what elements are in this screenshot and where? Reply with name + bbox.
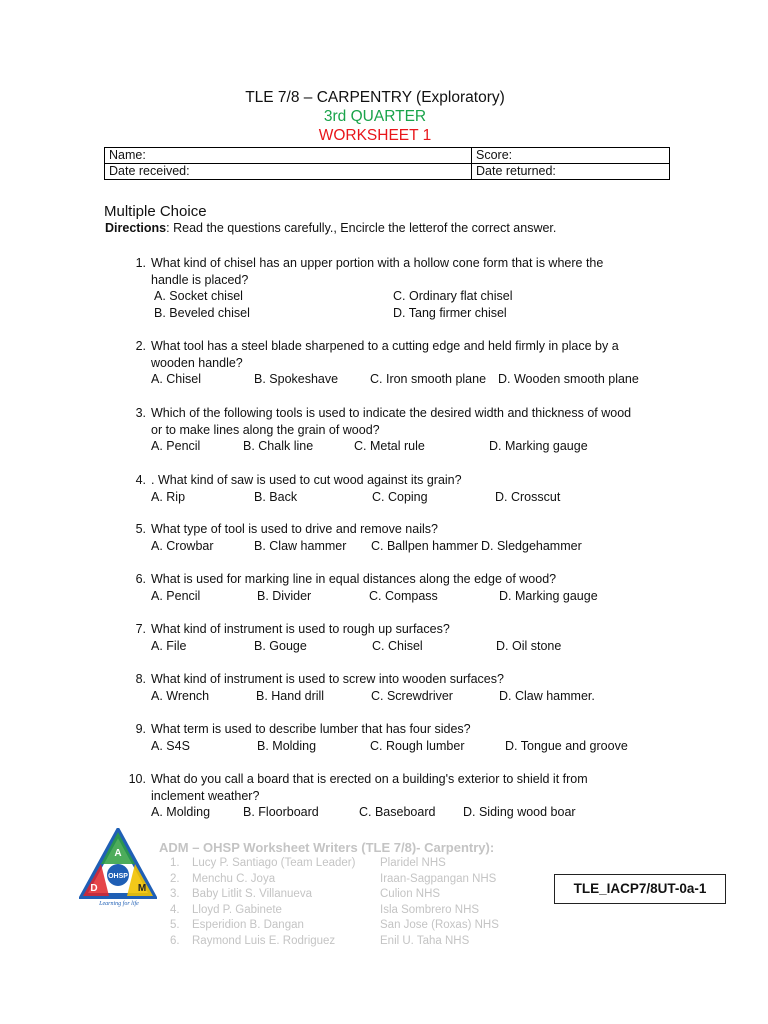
question-number: 5.	[135, 522, 146, 536]
question-text	[151, 721, 641, 738]
question-text-line: What is used for marking line in equal distances along the edge of wood?	[151, 572, 557, 586]
answer-choice[interactable]: D. Tang firmer chisel	[393, 305, 507, 320]
answer-choice[interactable]: C. Chisel	[372, 638, 423, 653]
question-text-line: What type of tool is used to drive and remove nails?	[151, 522, 438, 536]
worksheet-title: TLE 7/8 – CARPENTRY (Exploratory)	[245, 89, 505, 106]
answer-choice[interactable]: D. Marking gauge	[499, 588, 598, 603]
question-text-line: What tool has a steel blade sharpened to a cutting edge and held firmly in place by a	[151, 339, 619, 353]
answer-choice[interactable]: A. Pencil	[151, 588, 201, 603]
name-field: Name:	[105, 148, 472, 164]
question-text	[151, 771, 641, 804]
answer-choice[interactable]: A. Molding	[151, 805, 211, 819]
answer-choice[interactable]: B. Spokeshave	[254, 372, 339, 386]
answer-choice[interactable]: A. S4S	[151, 738, 190, 753]
question-text-line: inclement weather?	[151, 788, 260, 803]
question-text	[151, 621, 641, 638]
worksheet-code: TLE_IACP7/8UT-0a-1	[554, 874, 726, 904]
writer-school: San Jose (Roxas) NHS	[380, 919, 499, 932]
answer-choice[interactable]: D. Tongue and groove	[505, 738, 628, 753]
question-text	[151, 405, 641, 438]
answer-choice[interactable]: B. Molding	[257, 738, 317, 753]
answer-choice[interactable]: C. Rough lumber	[370, 738, 465, 753]
question-text-line: wooden handle?	[151, 355, 243, 370]
answer-choice[interactable]: B. Back	[254, 489, 298, 504]
answer-choice[interactable]: A. Rip	[151, 489, 186, 504]
question-number: 10.	[128, 772, 146, 786]
answer-choices-row	[151, 688, 671, 705]
writer-name: Raymond Luis E. Rodriguez	[192, 935, 336, 947]
question-text	[151, 338, 641, 371]
answer-choice[interactable]: A. File	[151, 638, 187, 653]
question-text-line: What kind of chisel has an upper portion with a hollow cone form that is where the	[151, 256, 604, 270]
question-number: 6.	[135, 572, 146, 586]
question-text-line: What kind of instrument is used to rough up surfaces?	[151, 622, 450, 636]
question-number: 1.	[135, 256, 146, 270]
answer-choice[interactable]: B. Chalk line	[243, 439, 314, 453]
logo-center-text: OHSP	[108, 873, 128, 880]
writer-num: 3.	[170, 888, 180, 901]
question-text-line: Which of the following tools is used to indicate the desired width and thickness of wood	[151, 406, 632, 420]
question-number: 2.	[135, 339, 146, 353]
date-received-field: Date received:	[105, 164, 472, 180]
ohsp-logo	[79, 828, 157, 908]
writer-name: Esperidion B. Dangan	[192, 919, 304, 932]
answer-choice[interactable]: D. Claw hammer.	[499, 688, 595, 703]
writer-num: 2.	[170, 872, 180, 885]
writer-school: Plaridel NHS	[380, 857, 446, 869]
answer-choice[interactable]: D. Oil stone	[496, 638, 562, 653]
answer-choice[interactable]: B. Hand drill	[256, 688, 325, 703]
question-text	[151, 472, 641, 489]
question-text-line: handle is placed?	[151, 272, 249, 287]
answer-choice[interactable]: D. Sledgehammer	[481, 538, 582, 553]
answer-choices-row	[151, 438, 671, 455]
answer-choices-row	[151, 538, 671, 555]
answer-choice[interactable]: A. Wrench	[151, 688, 210, 703]
answer-choice[interactable]: B. Gouge	[254, 638, 307, 653]
writer-name: Lloyd P. Gabinete	[192, 903, 282, 916]
answer-choice[interactable]: C. Coping	[372, 489, 428, 504]
writer-school: Culion NHS	[380, 888, 441, 901]
question-text-line: What term is used to describe lumber that has four sides?	[151, 722, 471, 736]
answer-choices-row	[151, 738, 671, 755]
answer-choice[interactable]: D. Marking gauge	[489, 439, 588, 453]
question-number: 3.	[135, 406, 146, 420]
answer-choice[interactable]: C. Baseboard	[359, 805, 436, 819]
question-text-line: What do you call a board that is erected on a building's exterior to shield it from	[151, 772, 588, 786]
question-text	[151, 571, 641, 588]
answer-choice[interactable]: B. Beveled chisel	[154, 305, 250, 320]
answer-choices-row	[151, 638, 671, 655]
question-number: 8.	[135, 672, 146, 686]
question-text-line: or to make lines along the grain of wood?	[151, 422, 380, 437]
writer-name: Menchu C. Joya	[192, 872, 276, 885]
answer-choice[interactable]: C. Iron smooth plane	[370, 372, 487, 386]
date-returned-field: Date returned:	[472, 164, 670, 180]
quarter-label: 3rd QUARTER	[323, 108, 427, 125]
writer-name: Lucy P. Santiago (Team Leader)	[192, 857, 356, 869]
writer-num: 1.	[170, 857, 180, 869]
section-title: Multiple Choice	[104, 203, 207, 220]
question-text-line: What kind of instrument is used to screw into wooden surfaces?	[151, 672, 504, 686]
answer-choice[interactable]: D. Crosscut	[495, 489, 561, 504]
worksheet-number: WORKSHEET 1	[318, 127, 432, 144]
student-info-table	[104, 147, 670, 180]
writer-num: 5.	[170, 919, 180, 932]
answer-choice[interactable]: A. Pencil	[151, 439, 201, 453]
directions	[105, 221, 556, 235]
question-text	[151, 521, 641, 538]
answer-choice[interactable]: C. Compass	[369, 588, 438, 603]
question-number: 9.	[135, 722, 146, 736]
logo-letter-a: A	[114, 848, 122, 859]
answer-choice[interactable]: D. Wooden smooth plane	[498, 372, 639, 386]
question-number: 4.	[135, 473, 146, 487]
answer-choice[interactable]: A. Chisel	[151, 372, 202, 386]
answer-choice[interactable]: A. Crowbar	[151, 538, 214, 553]
answer-choice[interactable]: C. Metal rule	[354, 439, 425, 453]
question-text	[151, 671, 641, 688]
writer-school: Isla Sombrero NHS	[380, 903, 480, 916]
writer-num: 4.	[170, 903, 180, 916]
directions-text: : Read the questions carefully., Encircle the letterof the correct answer.	[166, 221, 557, 235]
answer-choices-row	[151, 588, 671, 605]
answer-choices-row	[151, 804, 671, 821]
question-number: 7.	[135, 622, 146, 636]
writer-name: Baby Litlit S. Villanueva	[192, 888, 312, 901]
answer-choice[interactable]: D. Siding wood boar	[463, 805, 576, 819]
answer-choices-row	[151, 371, 671, 388]
answer-choice[interactable]: C. Ordinary flat chisel	[393, 289, 513, 303]
question-text-line: . What kind of saw is used to cut wood against its grain?	[151, 473, 462, 487]
writer-school: Iraan-Sagpangan NHS	[380, 872, 497, 885]
answer-choice[interactable]: B. Floorboard	[243, 805, 319, 819]
score-field: Score:	[472, 148, 670, 164]
answer-choices-row	[151, 489, 671, 506]
writer-school: Enil U. Taha NHS	[380, 935, 470, 947]
answer-choice[interactable]: C. Screwdriver	[371, 688, 453, 703]
question-text	[151, 255, 641, 288]
logo-letter-d: D	[90, 883, 98, 894]
directions-label: Directions	[105, 221, 167, 235]
answer-choice[interactable]: B. Claw hammer	[254, 538, 347, 553]
logo-letter-m: M	[137, 883, 147, 894]
logo-tagline: Learning for life	[99, 901, 139, 907]
credits-title: ADM – OHSP Worksheet Writers (TLE 7/8)- Carpentry):	[159, 840, 495, 855]
answer-choice[interactable]: A. Socket chisel	[154, 289, 243, 303]
answer-choice[interactable]: B. Divider	[257, 588, 312, 603]
answer-choice[interactable]: C. Ballpen hammer	[371, 538, 478, 553]
writer-num: 6.	[170, 935, 180, 947]
